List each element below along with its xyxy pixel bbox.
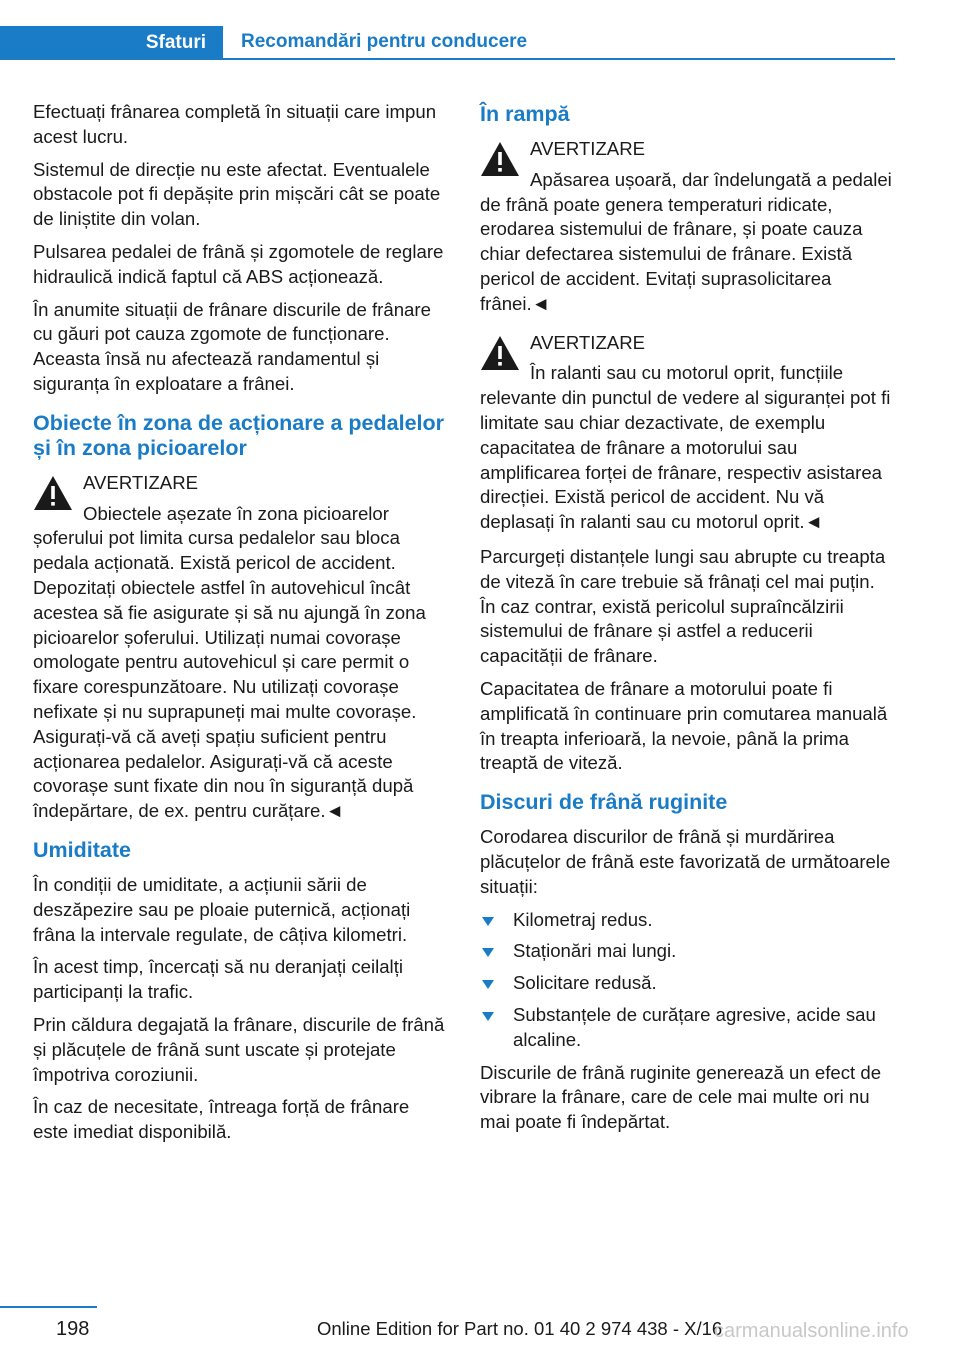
list-item-text: Solicitare redusă. xyxy=(513,972,657,994)
bullet-triangle-icon xyxy=(482,1012,494,1021)
list-item xyxy=(480,908,895,933)
section-heading: Umiditate xyxy=(33,837,131,862)
section-heading: Discuri de frână ruginite xyxy=(480,790,728,815)
list-item xyxy=(480,971,895,996)
warning-triangle-icon xyxy=(480,141,520,177)
left-column xyxy=(33,100,448,1153)
warning-triangle-icon xyxy=(480,335,520,371)
paragraph: Pulsarea pedalei de frână și zgomotele de reglare hidraulică indică faptul că ABS acționează. xyxy=(33,240,444,287)
paragraph: Capacitatea de frânare a motorului poate fi amplificată în continuare prin comutarea manuală în treapta inferioară, la nevoie, până la prima treaptă de viteză. xyxy=(480,677,888,774)
section-tab[interactable] xyxy=(0,26,223,60)
edition-note: Online Edition for Part no. 01 40 2 974 438 - X/16 xyxy=(317,1318,723,1339)
paragraph: Efectuați frânarea completă în situații care impun acest lucru. xyxy=(33,101,437,147)
page-number: 198 xyxy=(56,1318,90,1340)
warning-text: În ralanti sau cu motorul oprit, funcțiile relevante din punctul de vedere al siguranței pot fi limitate sau chiar dezactivate, de exemplu capacitatea de frânare a motorului sau amplificarea forței de frânare, respectiv asistarea direcției. Există pericol de accident. Nu vă deplasați în ralanti sau cu motorul oprit.◄ xyxy=(480,362,891,533)
paragraph: În acest timp, încercați să nu deranjați ceilalți participanți la trafic. xyxy=(33,956,403,1003)
bullet-triangle-icon xyxy=(482,917,494,926)
bullet-list xyxy=(480,908,895,1053)
bullet-triangle-icon xyxy=(482,980,494,989)
list-item xyxy=(480,939,895,964)
watermark: carmanualsonline.info xyxy=(714,1320,909,1342)
section-heading: Obiecte în zona de acționare a pedalelor și în zona picioarelor xyxy=(33,410,445,460)
warning-triangle-icon xyxy=(33,475,73,511)
warning-title: AVERTIZARE xyxy=(530,331,646,353)
list-item xyxy=(480,1003,895,1053)
paragraph: Parcurgeți distanțele lungi sau abrupte cu treapta de viteză în care trebuie să frânați cel mai puțin. În caz contrar, există pericolul supraîncălzirii sistemului de frânare și astfel a reducerii capacității de frânare. xyxy=(480,545,886,667)
warning-box xyxy=(480,137,895,317)
warning-title: AVERTIZARE xyxy=(530,138,646,159)
warning-text: Apăsarea ușoară, dar îndelungată a pedalei de frână poate genera temperaturi ridicate, erodarea sistemului de frânare, și poate cauza chiar defectarea sistemului de frânare. Există pericol de accident. Evitați suprasolicitarea frânei.◄ xyxy=(480,168,892,314)
paragraph: Prin căldura degajată la frânare, discurile de frână și plăcuțele de frână sunt uscate și protejate împotriva coroziunii. xyxy=(33,1013,445,1085)
list-item-text: Substanțele de curățare agresive, acide sau alcaline. xyxy=(513,1003,876,1050)
warning-box xyxy=(33,471,448,824)
paragraph: În caz de necesitate, întreaga forță de frânare este imediat disponibilă. xyxy=(33,1096,410,1143)
warning-title: AVERTIZARE xyxy=(83,471,199,493)
footer-rule xyxy=(0,1306,97,1308)
list-item-text: Staționări mai lungi. xyxy=(513,940,677,962)
warning-box xyxy=(480,331,895,535)
paragraph: În condiții de umiditate, a acțiunii sării de deszăpezire sau pe ploaie puternică, acționați frâna la intervale regulate, de câțiva kilometri. xyxy=(33,873,411,945)
warning-text: Obiectele așezate în zona picioarelor șoferului pot limita cursa pedalelor sau bloca pedala acționată. Există pericol de accident. Depozitați obiectele astfel în autovehicul încât acestea să fie asigurate și să nu ajungă în zona picioarelor șoferului. Utilizați numai covorașe omologate pentru autovehicul și care permit o fixare corespunzătoare. Nu utilizați covorașe nefixate și nu suprapuneți mai multe covorașe. Asigurați-vă că aveți spațiu suficient pentru acționarea pedalelor. Asigurați-vă că aceste covorașe sunt fixate din nou în siguranță după îndepărtare, de ex. pentru curățare.◄ xyxy=(33,502,426,822)
paragraph: În anumite situații de frânare discurile de frânare cu găuri pot cauza zgomote de funcționare. Aceasta însă nu afectează randamentul și siguranța în exploatare a frânei. xyxy=(33,298,431,394)
paragraph: Sistemul de direcție nu este afectat. Eventualele obstacole pot fi depășite prin mișcări cât se poate de liniștite din volan. xyxy=(33,158,441,230)
section-label: Sfaturi xyxy=(145,32,206,53)
bullet-triangle-icon xyxy=(482,948,494,957)
section-heading: În rampă xyxy=(480,102,570,126)
paragraph: Corodarea discurilor de frână și murdărirea plăcuțelor de frână este favorizată de următoarele situații: xyxy=(480,826,891,897)
paragraph: Discurile de frână ruginite generează un efect de vibrare la frânare, care de cele mai multe ori nu mai poate fi îndepărtat. xyxy=(480,1061,882,1133)
right-column xyxy=(480,100,895,1143)
subsection-title[interactable]: Recomandări pentru conducere xyxy=(241,31,528,52)
list-item-text: Kilometraj redus. xyxy=(513,908,653,930)
